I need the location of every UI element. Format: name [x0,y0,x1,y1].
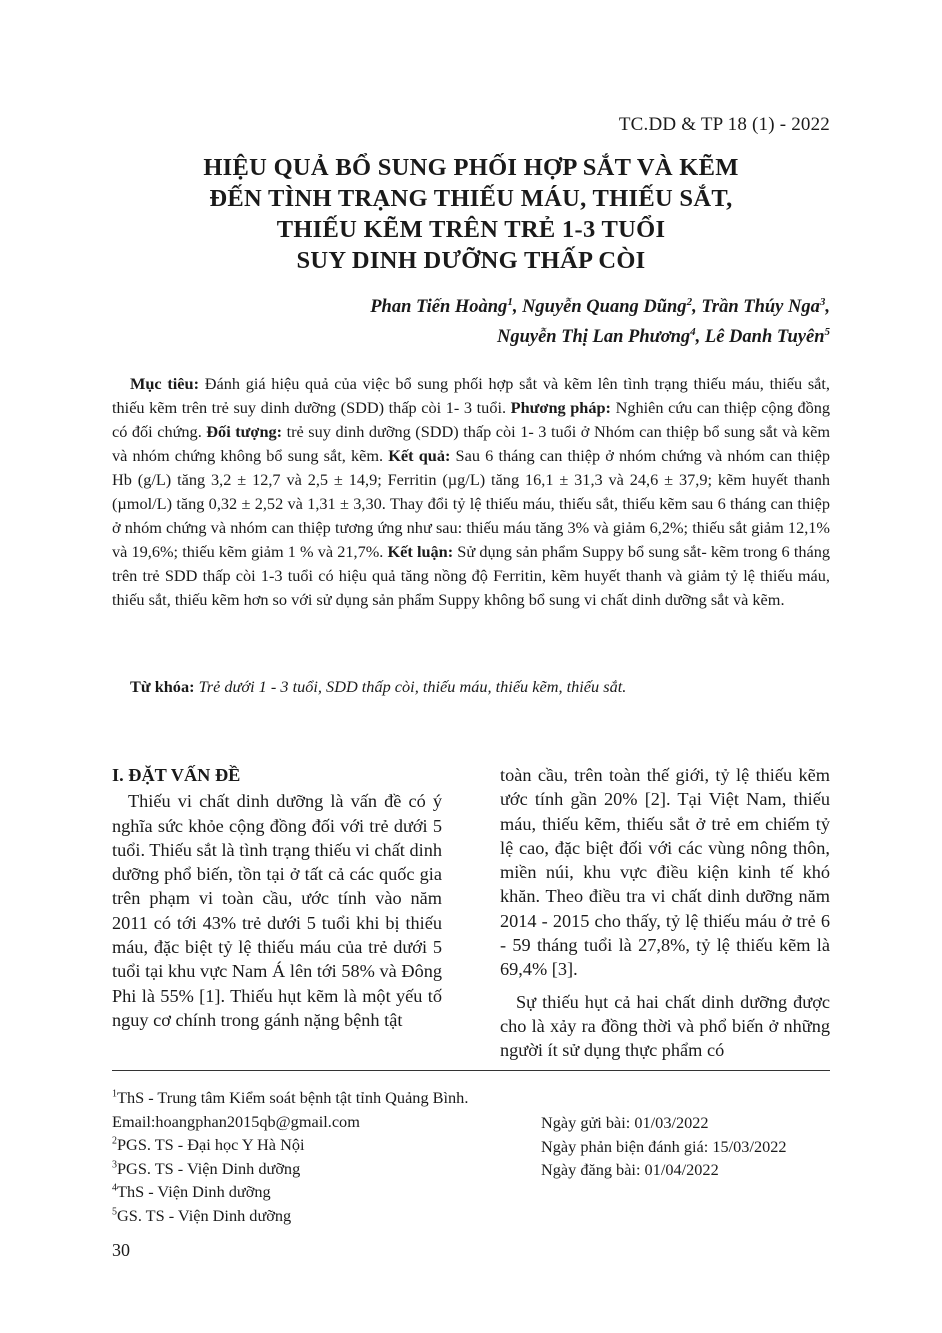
keywords [130,677,626,697]
author-separator: , [512,297,523,317]
submission-dates [541,1111,787,1182]
keywords-text: Trẻ dưới 1 - 3 tuổi, SDD thấp còi, thiếu máu, thiếu kẽm, thiếu sắt. [194,677,627,696]
footnote [112,1157,468,1181]
author-affiliation-mark: 4 [690,325,696,338]
footnote-text: ThS - Trung tâm Kiểm soát bệnh tật tỉnh Quảng Bình. [117,1088,469,1107]
footnote [112,1133,468,1157]
footnote-mark: 4 [112,1182,117,1194]
footnote [112,1086,468,1110]
footnote-mark: 5 [112,1206,117,1218]
footnote-divider [112,1070,830,1071]
conclusion-label: Kết luận: [387,542,454,561]
footnote-text: PGS. TS - Viện Dinh dưỡng [117,1158,301,1178]
objective-text: Đánh giá hiệu quả của việc bổ sung phối hợp sắt và kẽm lên tình trạng thiếu máu, thiếu sắt, thiếu kẽm trên trẻ suy dinh dưỡng (SDD) thấp còi 1- 3 tuổi. [112,374,830,417]
method-label: Phương pháp: [510,398,611,417]
footnote [112,1204,468,1228]
date-published: Ngày đăng bài: 01/04/2022 [541,1160,719,1179]
journal-reference: TC.DD & TP 18 (1) - 2022 [618,114,830,135]
keywords-label: Từ khóa: [130,677,195,696]
author-line [370,322,830,352]
body-paragraph: Thiếu vi chất dinh dưỡng là vấn đề có ý nghĩa sức khỏe cộng đồng đối với trẻ dưới 5 tuổi. Thiếu sắt là tình trạng thiếu vi chất dinh dưỡng phổ biến, tồn tại ở tất cả các quốc gia trên phạm vi toàn cầu, ước tính vào năm 2011 có tới 43% trẻ dưới 5 tuổi khi bị thiếu máu, đặc biệt tỷ lệ thiếu máu của trẻ dưới 5 tuổi tại khu vực Nam Á lên tới 58% và Đông Phi là 55% [1]. Thiếu hụt kẽm là một yếu tố nguy cơ chính trong gánh nặng bệnh tật [112,791,442,1030]
date-reviewed: Ngày phản biện đánh giá: 15/03/2022 [541,1136,787,1156]
section-heading: I. ĐẶT VẤN ĐỀ [112,765,241,785]
author-name: Phan Tiến Hoàng [370,297,508,317]
title-line: ĐẾN TÌNH TRẠNG THIẾU MÁU, THIẾU SẮT, [209,185,733,212]
author-separator: , [825,297,830,317]
footnote-text: PGS. TS - Đại học Y Hà Nội [117,1135,305,1154]
title-line: SUY DINH DƯỠNG THẤP CÒI [296,247,646,274]
subject-text: trẻ suy dinh dưỡng (SDD) thấp còi 1- 3 tuổi ở Nhóm can thiệp bổ sung sắt và kẽm và nhóm chứng không bổ sung sắt, kẽm. [112,422,830,465]
objective-label: Mục tiêu: [130,374,200,393]
result-label: Kết quả: [388,446,451,465]
author-name: Nguyễn Quang Dũng [522,297,687,317]
date-received: Ngày gửi bài: 01/03/2022 [541,1113,709,1132]
author-name: Lê Danh Tuyên [704,327,825,347]
right-column [500,763,830,1063]
author-name: Nguyễn Thị Lan Phương [496,327,691,347]
author-separator: , [692,297,702,317]
author-affiliation-mark: 5 [824,325,830,338]
footnote-mark: 3 [112,1159,117,1171]
page-number: 30 [112,1240,130,1260]
left-column [112,763,442,1032]
method-text: Nghiên cứu can thiệp cộng đồng có đối chứng. [112,398,831,441]
footnote-text: GS. TS - Viện Dinh dưỡng [117,1205,292,1225]
author-list [370,292,830,352]
footnote-mark: 2 [112,1135,117,1147]
abstract [112,372,830,612]
author-affiliation-mark: 2 [686,295,693,308]
footnotes [112,1086,468,1227]
article-title [110,152,832,276]
author-affiliation-mark: 1 [507,295,513,308]
body-paragraph: toàn cầu, trên toàn thế giới, tỷ lệ thiếu kẽm ước tính gần 20% [2]. Tại Việt Nam, thiếu máu, thiếu kẽm, thiếu sắt ở trẻ em chiếm tỷ lệ cao, đặc biệt đối với các vùng nông thôn, miền núi, khu vực điều kiện kinh tế khó khăn. Theo điều tra vi chất dinh dưỡng năm 2014 - 2015 cho thấy, tỷ lệ thiếu máu ở trẻ 6 - 59 tháng tuổi là 27,8%, tỷ lệ thiếu kẽm là 69,4% [3]. [500,765,830,980]
author-affiliation-mark: 3 [819,295,826,308]
title-line: THIẾU KẼM TRÊN TRẺ 1-3 TUỔI [276,216,666,243]
footnote [112,1180,468,1204]
title-line: HIỆU QUẢ BỔ SUNG PHỐI HỢP SẮT VÀ KẼM [203,154,739,181]
author-line [370,292,830,322]
result-text: Sau 6 tháng can thiệp ở nhóm chứng và nhóm can thiệp Hb (g/L) tăng 3,2 ± 12,7 và 2,5 ± 14,9; Ferritin (µg/L) tăng 16,1 ± 31,3 và 24,6 ± 37,9; kẽm huyết thanh (µmol/L) tăng 0,32 ± 2,52 và 1,31 ± 3,30. Thay đổi tỷ lệ thiếu máu, thiếu sắt, thiếu kẽm sau 6 tháng can thiệp ở nhóm chứng và nhóm can thiệp tương ứng như sau: thiếu máu tăng 3% và giảm 6,2%; thiếu sắt giảm 12,1% và 19,6%; thiếu kẽm giảm 1 % và 21,7%. [112,446,830,561]
body-paragraph: Sự thiếu hụt cả hai chất dinh dưỡng được cho là xảy ra đồng thời và phổ biến ở những người ít sử dụng thực phẩm có [500,991,830,1061]
footnote-text: Email:hoangphan2015qb@gmail.com [112,1111,360,1131]
footnote-text: ThS - Viện Dinh dưỡng [117,1182,271,1201]
footnote-email [112,1110,468,1134]
author-separator: , [695,327,705,347]
conclusion-text: Sử dụng sản phẩm Suppy bổ sung sắt- kẽm trong 6 tháng trên trẻ SDD thấp còi 1-3 tuổi có hiệu quả tăng nồng độ Ferritin, kẽm huyết thanh và giảm tỷ lệ thiếu máu, thiếu sắt, thiếu kẽm hơn so với sử dụng sản phẩm Suppy không bổ sung vi chất dinh dưỡng sắt và kẽm. [112,542,830,609]
footnote-mark: 1 [112,1088,117,1100]
author-name: Trần Thúy Nga [701,297,820,317]
subject-label: Đối tượng: [206,422,283,441]
